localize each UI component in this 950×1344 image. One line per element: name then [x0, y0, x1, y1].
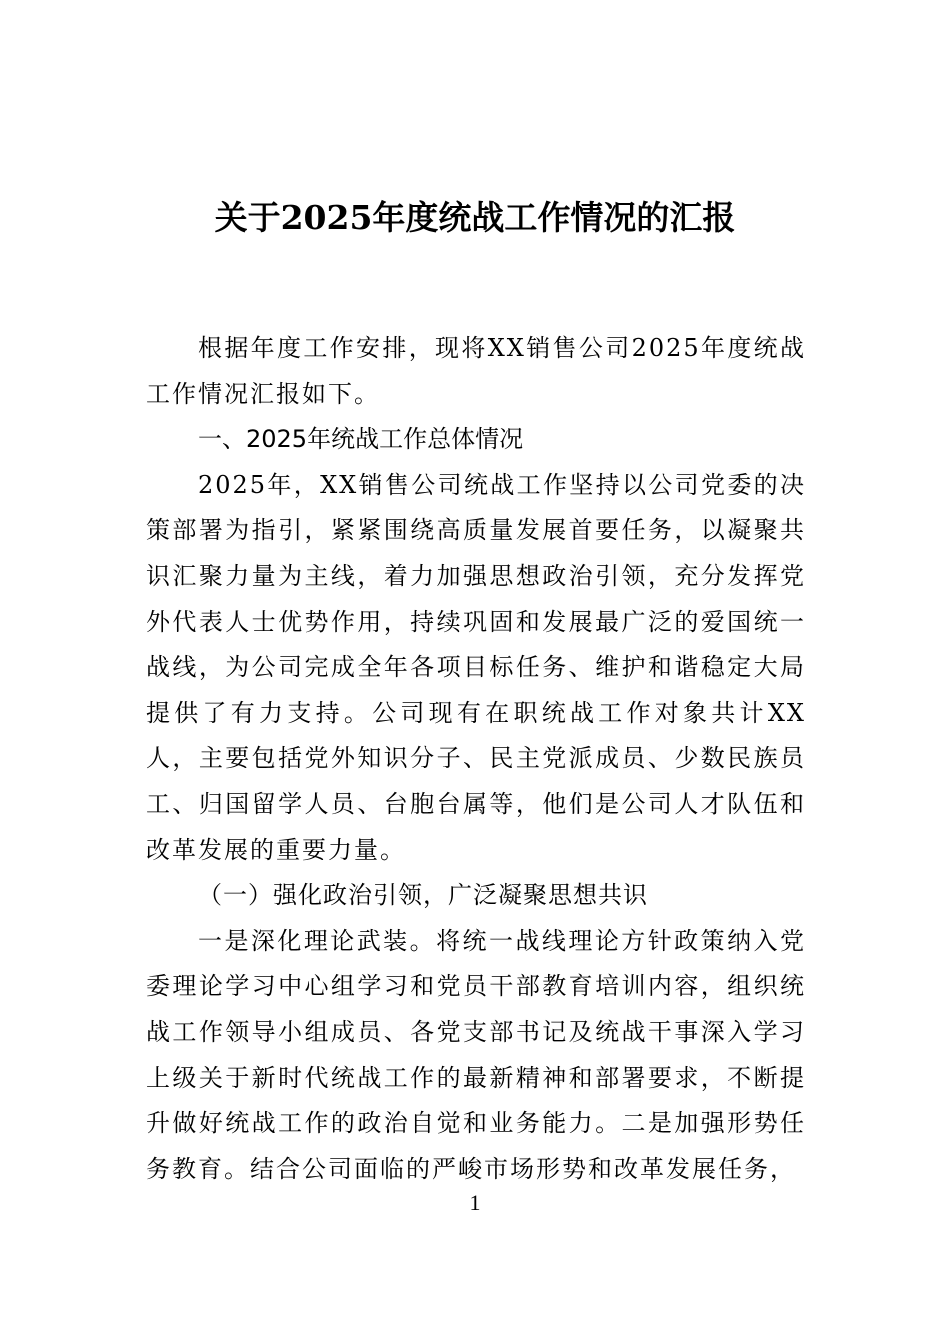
section-heading-1: 一、2025年统战工作总体情况: [198, 425, 524, 454]
document-title: 关于2025年度统战工作情况的汇报: [214, 198, 736, 237]
intro-paragraph: 根据年度工作安排，现将XX销售公司2025年度统战工作情况汇报如下。: [146, 334, 806, 408]
document-body: [146, 326, 806, 1192]
page-number: 1: [469, 1190, 481, 1215]
subsection-heading-1: （一）强化政治引领，广泛凝聚思想共识: [198, 881, 648, 910]
overview-paragraph: 2025年，XX销售公司统战工作坚持以公司党委的决策部署为指引，紧紧围绕高质量发展首要任务，以凝聚共识汇聚力量为主线，着力加强思想政治引领，充分发挥党外代表人士优势作用，持续巩固和发展最广泛的爱国统一战线，为公司完成全年各项目标任务、维护和谐稳定大局提供了有力支持。公司现有在职统战工作对象共计XX人，主要包括党外知识分子、民主党派成员、少数民族员工、归国留学人员、台胞台属等，他们是公司人才队伍和改革发展的重要力量。: [146, 470, 806, 864]
subsection-paragraph-1: 一是深化理论武装。将统一战线理论方针政策纳入党委理论学习中心组学习和党员干部教育培训内容，组织统战工作领导小组成员、各党支部书记及统战干事深入学习上级关于新时代统战工作的最新精神和部署要求，不断提升做好统战工作的政治自觉和业务能力。二是加强形势任务教育。结合公司面临的严峻市场形势和改革发展任务，: [146, 926, 806, 1183]
